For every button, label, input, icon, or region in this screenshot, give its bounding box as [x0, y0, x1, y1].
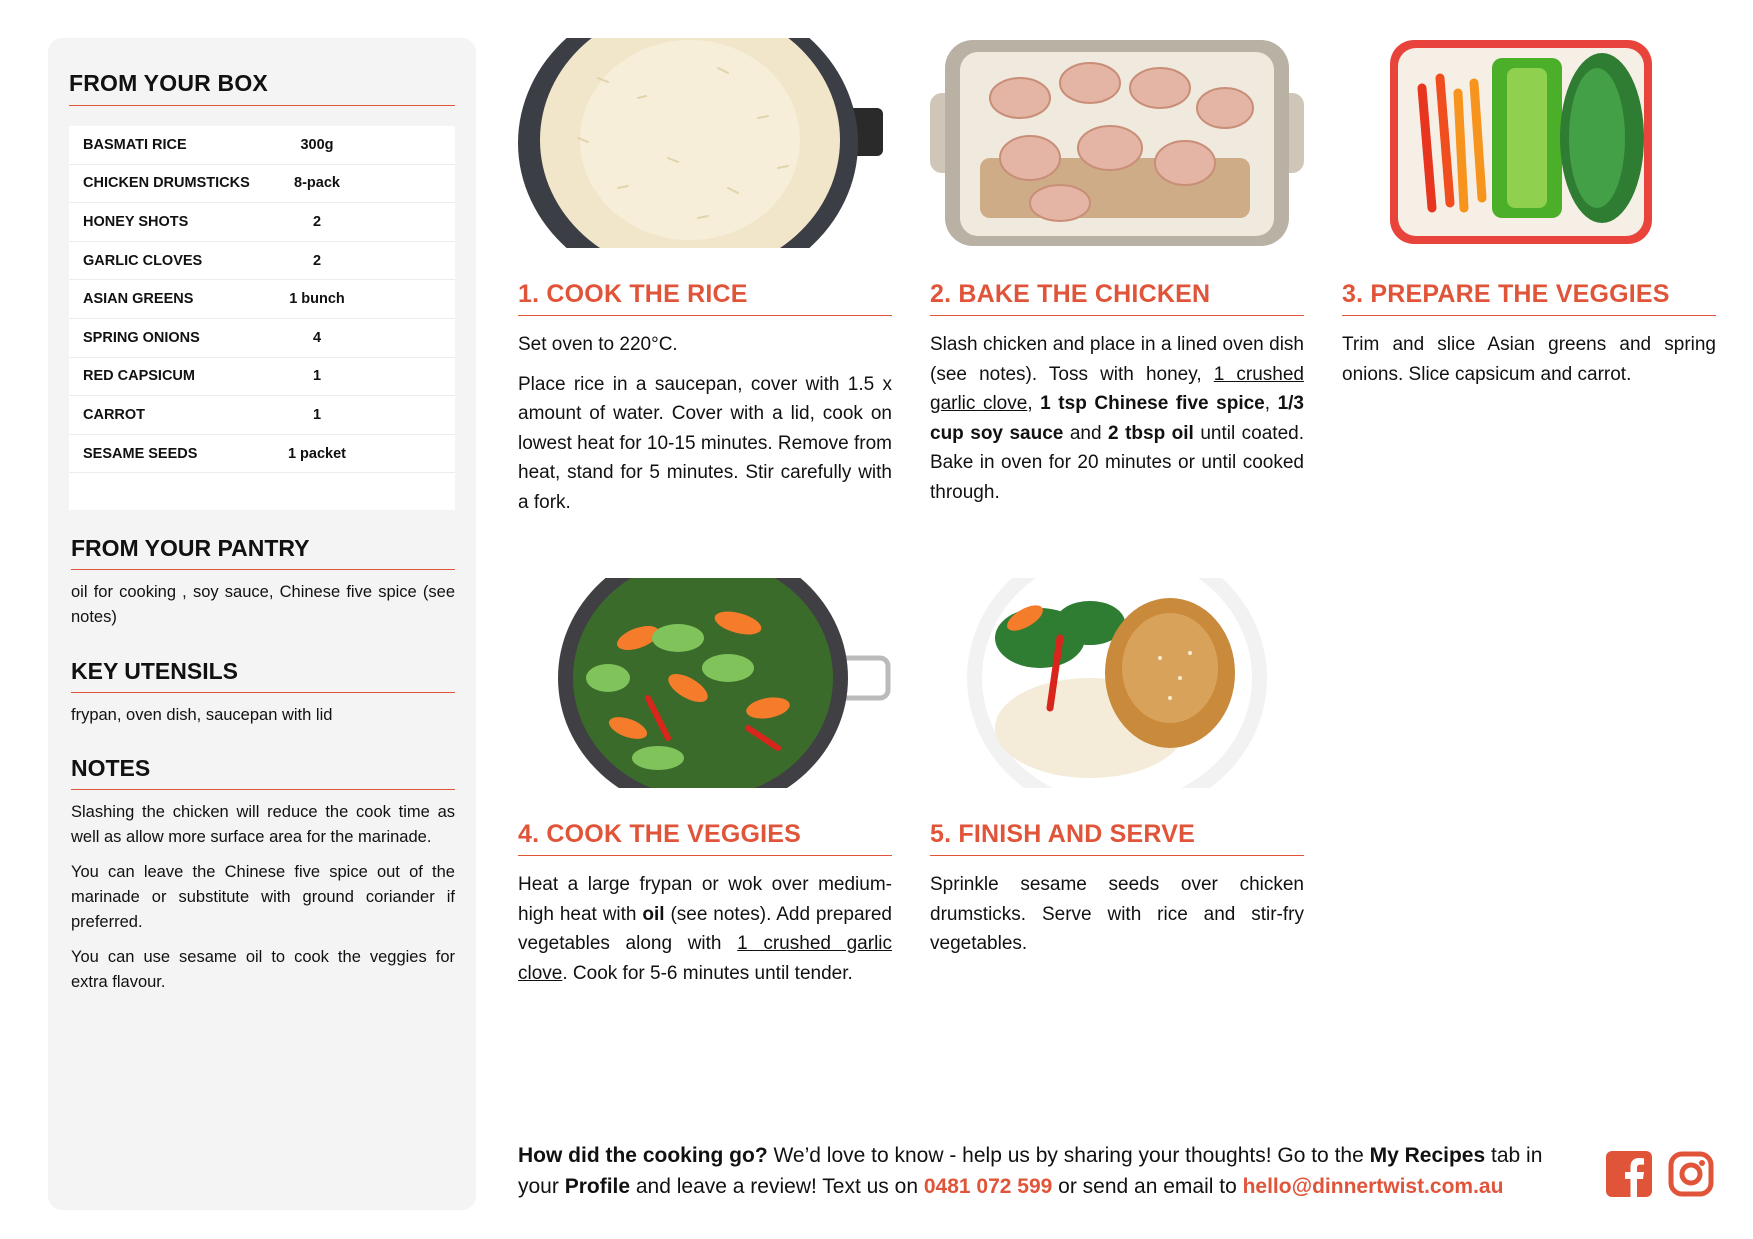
phone-link[interactable]: 0481 072 599	[923, 1175, 1053, 1198]
step-4-text: Heat a large frypan or wok over medium-high heat with oil (see notes). Add prepared vegetables along with 1 crushed garlic clove. Cook for 5-6 minutes until tender.	[518, 874, 893, 984]
ingredient-qty: 2	[312, 213, 322, 230]
ingredient-name: GARLIC CLOVES	[83, 252, 203, 269]
step-4-title: 4. COOK THE VEGGIES	[518, 820, 892, 856]
rice-saucepan-image	[518, 38, 892, 248]
note-text: Slashing the chicken will reduce the cook time as well as allow more surface area for the marinade.	[71, 803, 455, 846]
my-recipes-label: My Recipes	[1369, 1144, 1486, 1167]
table-row	[69, 242, 455, 281]
email-link[interactable]: hello@dinnertwist.com.au	[1242, 1175, 1504, 1198]
notes-section	[71, 755, 455, 1005]
ingredient-name: SPRING ONIONS	[83, 329, 200, 346]
step-3-body	[1342, 330, 1716, 389]
table-row	[69, 203, 455, 242]
step-3	[1342, 38, 1716, 399]
table-row	[69, 319, 455, 358]
ingredient-name: CARROT	[83, 406, 146, 423]
ingredient-qty: 1 bunch	[289, 291, 345, 308]
profile-label: Profile	[564, 1175, 631, 1198]
stir-fry-pan-image	[518, 578, 892, 788]
ingredient-name: RED CAPSICUM	[83, 368, 195, 385]
step-1-title: 1. COOK THE RICE	[518, 280, 892, 316]
step-1	[518, 38, 892, 527]
step-5-body	[930, 870, 1304, 959]
pantry-text: oil for cooking , soy sauce, Chinese five spice (see notes)	[71, 583, 455, 626]
ingredient-name: HONEY SHOTS	[83, 213, 189, 230]
notes-heading: NOTES	[71, 755, 455, 790]
box-ingredients-table	[69, 126, 455, 510]
ingredient-qty: 300g	[300, 136, 334, 153]
from-your-box-heading: FROM YOUR BOX	[69, 70, 455, 106]
pantry-heading: FROM YOUR PANTRY	[71, 535, 455, 570]
step-2	[930, 38, 1304, 517]
table-row	[69, 396, 455, 435]
ingredient-name: BASMATI RICE	[83, 136, 187, 153]
table-row	[69, 165, 455, 204]
ingredient-qty: 4	[312, 329, 322, 346]
ingredient-name: ASIAN GREENS	[83, 291, 194, 308]
utensils-heading: KEY UTENSILS	[71, 658, 455, 693]
ingredient-qty: 1	[312, 406, 322, 423]
table-row	[69, 126, 455, 165]
table-row	[69, 280, 455, 319]
ingredients-panel	[48, 38, 476, 1210]
table-row	[69, 358, 455, 397]
table-row	[69, 435, 455, 474]
chicken-oven-dish-image	[930, 38, 1304, 248]
instagram-icon[interactable]	[1668, 1151, 1714, 1197]
step-4	[518, 578, 892, 998]
step-5-title: 5. FINISH AND SERVE	[930, 820, 1304, 856]
step-2-text: Slash chicken and place in a lined oven dish (see notes). Toss with honey, 1 crushed garlic clove, 1 tsp Chinese five spice, 1/3 cup soy sauce and 2 tbsp oil until coated. Bake in oven for 20 minutes or until cooked through.	[930, 334, 1304, 503]
step-1-text: Set oven to 220°C.	[518, 334, 678, 355]
utensils-section	[71, 658, 455, 738]
step-5	[930, 578, 1304, 969]
pantry-section	[71, 535, 455, 640]
ingredient-name: SESAME SEEDS	[83, 445, 198, 462]
step-3-title: 3. PREPARE THE VEGGIES	[1342, 280, 1716, 316]
step-4-body	[518, 870, 892, 988]
sliced-veggies-tray-image	[1342, 38, 1716, 248]
ingredient-qty: 8-pack	[294, 175, 340, 192]
step-1-body	[518, 330, 892, 517]
ingredient-qty: 1 packet	[287, 445, 347, 462]
facebook-icon[interactable]	[1606, 1151, 1652, 1197]
note-text: You can leave the Chinese five spice out of the marinade or substitute with ground coriander if preferred.	[71, 863, 455, 931]
ingredient-name: CHICKEN DRUMSTICKS	[83, 175, 250, 192]
utensils-text: frypan, oven dish, saucepan with lid	[71, 706, 333, 724]
feedback-footer: How did the cooking go? We’d love to know - help us by sharing your thoughts! Go to the My Recipes tab in your Profile and leave a review! Text us on 0481 072 599 or send an email to hello@dinnertwist.com.au	[518, 1144, 1543, 1198]
plated-dish-image	[930, 578, 1304, 788]
step-5-text: Sprinkle sesame seeds over chicken drumsticks. Serve with rice and stir-fry vegetables.	[930, 874, 1304, 954]
ingredient-qty: 1	[312, 368, 322, 385]
step-2-title: 2. BAKE THE CHICKEN	[930, 280, 1304, 316]
step-1-text: Place rice in a saucepan, cover with 1.5 x amount of water. Cover with a lid, cook on lowest heat for 10-15 minutes. Remove from heat, stand for 5 minutes. Stir carefully with a fork.	[518, 373, 892, 513]
step-2-body	[930, 330, 1304, 507]
feedback-question: How did the cooking go?	[518, 1144, 768, 1167]
note-text: You can use sesame oil to cook the veggies for extra flavour.	[71, 948, 455, 991]
step-3-text: Trim and slice Asian greens and spring onions. Slice capsicum and carrot.	[1342, 334, 1716, 385]
ingredient-qty: 2	[312, 252, 322, 269]
